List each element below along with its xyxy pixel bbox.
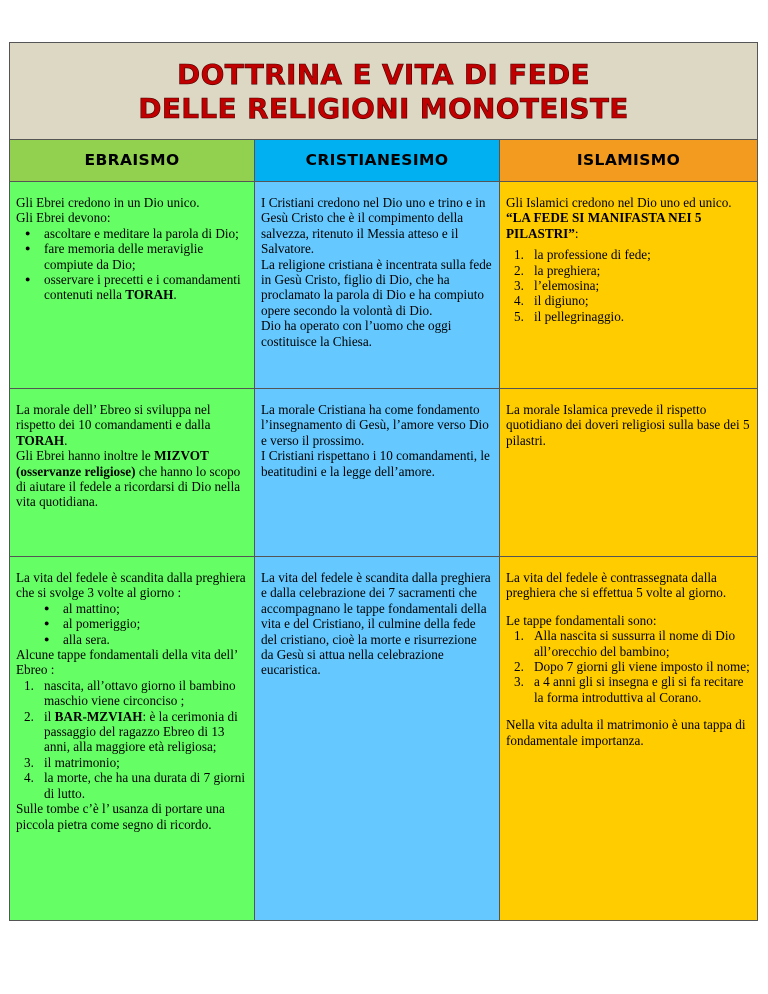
header-cristianesimo: CRISTIANESIMO xyxy=(255,140,500,182)
list-item: 2. il BAR-MZVIAH: è la cerimonia di passaggio del ragazzo Ebreo di 13 anni, alla maggiore età religiosa; xyxy=(24,708,238,755)
text: Sulle tombe c’è l’ usanza di portare una piccola pietra come segno di ricordo. xyxy=(16,801,225,832)
text: La religione cristiana è incentrata sulla fede in Gesù Cristo, figlio di Dio, che ha proclamato la parola di Dio e ha compiuto opere secondo la volontà di Dio. xyxy=(261,256,492,318)
list-item: 2. Dopo 7 giorni gli viene imposto il nome; xyxy=(514,659,750,675)
text: l’elemosina; xyxy=(534,278,600,294)
list-item: 5. il pellegrinaggio. xyxy=(514,308,625,324)
list-item: 1. Alla nascita si sussurra il nome di Dio all’orecchio del bambino; xyxy=(514,628,736,659)
bullet-list xyxy=(16,601,247,647)
text: : xyxy=(574,225,579,241)
text: La vita del fedele è contrassegnata dalla preghiera che si effettua 5 volte al giorno. xyxy=(506,570,727,601)
text: nascita, all’ottavo giorno il bambino maschio viene circonciso ; xyxy=(44,677,236,709)
numbered-list xyxy=(16,678,247,801)
text: il digiuno; xyxy=(534,293,589,309)
text xyxy=(16,402,247,448)
list-item: 2. la preghiera; xyxy=(514,262,601,278)
text: Alcune tappe fondamentali della vita dell’ Ebreo : xyxy=(16,647,238,678)
numbered-list xyxy=(506,247,750,324)
text: La morale dell’ Ebreo si sviluppa nel rispetto dei 10 comandamenti e dalla xyxy=(16,402,211,433)
cell-vita-ebraismo xyxy=(10,557,255,921)
text: la preghiera; xyxy=(534,262,601,278)
header-islamismo: ISLAMISMO xyxy=(500,140,758,182)
numbered-list xyxy=(506,628,750,705)
list-item xyxy=(16,272,247,303)
text: Gli Islamici credono nel Dio uno ed unico. xyxy=(506,195,732,210)
list-item: 1. la professione di fede; xyxy=(514,247,651,263)
text: Le tappe fondamentali sono: xyxy=(506,612,657,628)
cell-vita-islamismo xyxy=(500,557,758,921)
list-item: 4. il digiuno; xyxy=(514,293,589,309)
list-item: ● al pomeriggio; xyxy=(16,616,247,631)
title-cell xyxy=(10,43,758,140)
text: la professione di fede; xyxy=(534,247,651,263)
text: a 4 anni gli si insegna e gli si fa recitare la forma introduttiva al Corano. xyxy=(534,674,744,705)
text: La morale Cristiana ha come fondamento l’insegnamento di Gesù, l’amore verso Dio e verso il prossimo. xyxy=(261,402,489,448)
text: la morte, che ha una durata di 7 giorni di lutto. xyxy=(44,770,246,801)
text: I Cristiani rispettano i 10 comandamenti, le beatitudini e la legge dell’amore. xyxy=(261,448,490,479)
cell-dottrina-cristianesimo xyxy=(255,182,500,389)
cell-dottrina-ebraismo xyxy=(10,182,255,389)
cell-vita-cristianesimo xyxy=(255,557,500,921)
cell-morale-islamismo xyxy=(500,389,758,557)
text: Gli Ebrei credono in un Dio unico. xyxy=(16,195,200,210)
page-title-line1: DOTTRINA E VITA DI FEDE xyxy=(177,58,590,91)
list-item: 4. la morte, che ha una durata di 7 giorni di lutto. xyxy=(24,770,246,801)
text: . xyxy=(64,432,68,448)
list-item: 3. l’elemosina; xyxy=(514,278,600,294)
text: : è la cerimonia di passaggio del ragazzo Ebreo di 13 anni, alla maggiore età religiosa; xyxy=(44,708,238,755)
text: Nella vita adulta il matrimonio è una tappa di fondamentale importanza. xyxy=(506,717,746,748)
comparison-table xyxy=(9,42,758,921)
text: Dopo 7 giorni gli viene imposto il nome; xyxy=(534,659,750,675)
list-item: ● fare memoria delle meraviglie compiute da Dio; xyxy=(16,241,247,272)
text: Alla nascita si sussurra il nome di Dio all’orecchio del bambino; xyxy=(534,628,736,659)
list-item: 1. nascita, all’ottavo giorno il bambino maschio viene circonciso ; xyxy=(24,677,236,709)
text: Gli Ebrei hanno inoltre le xyxy=(16,448,155,464)
text: . xyxy=(173,287,177,303)
bold-text: BAR-MZVIAH xyxy=(54,708,143,724)
list-item: 3. a 4 anni gli si insegna e gli si fa recitare la forma introduttiva al Corano. xyxy=(514,674,744,705)
list-item: ● alla sera. xyxy=(16,632,247,647)
bold-text: MIZVOT (osservanze religiose) xyxy=(16,448,209,479)
text xyxy=(16,448,247,510)
list-item: ● ascoltare e meditare la parola di Dio; xyxy=(16,226,247,241)
header-ebraismo: EBRAISMO xyxy=(10,140,255,182)
text: La morale Islamica prevede il rispetto quotidiano dei doveri religiosi sulla base dei 5 pilastri. xyxy=(506,402,750,448)
text: La vita del fedele è scandita dalla preghiera che si svolge 3 volte al giorno : xyxy=(16,570,246,601)
text: il matrimonio; xyxy=(44,754,120,770)
bold-text: TORAH xyxy=(16,432,65,448)
text: che hanno lo scopo di aiutare il fedele a ricordarsi di Dio nella vita quotidiana. xyxy=(16,463,241,510)
list-item: 3. il matrimonio; xyxy=(24,754,120,770)
bullet-list xyxy=(16,226,247,303)
list-item: ● al mattino; xyxy=(16,601,247,616)
bold-text: TORAH xyxy=(125,287,174,303)
text xyxy=(506,210,750,241)
text: il xyxy=(44,708,55,724)
text: Dio ha operato con l’uomo che oggi costituisce la Chiesa. xyxy=(261,318,452,349)
cell-morale-cristianesimo xyxy=(255,389,500,557)
text: osservare i precetti e i comandamenti contenuti nella xyxy=(44,272,241,303)
text: Gli Ebrei devono: xyxy=(16,210,111,226)
bold-text: “LA FEDE SI MANIFASTA NEI 5 PILASTRI” xyxy=(506,210,702,241)
page-title-line2: DELLE RELIGIONI MONOTEISTE xyxy=(138,92,629,125)
text: La vita del fedele è scandita dalla preghiera e dalla celebrazione dei 7 sacramenti che accompagnano le tappe fondamentali della vita e del Cristiano, il culmine della fede del cristiano, cioè la morte e risurrezione da Gesù si attua nella celebrazione eucaristica. xyxy=(261,570,491,678)
cell-morale-ebraismo xyxy=(10,389,255,557)
cell-dottrina-islamismo xyxy=(500,182,758,389)
text: I Cristiani credono nel Dio uno e trino e in Gesù Cristo che è il compimento della salvezza, ritenuto il Messia atteso e il Salvatore. xyxy=(261,195,486,257)
text: il pellegrinaggio. xyxy=(534,308,625,324)
